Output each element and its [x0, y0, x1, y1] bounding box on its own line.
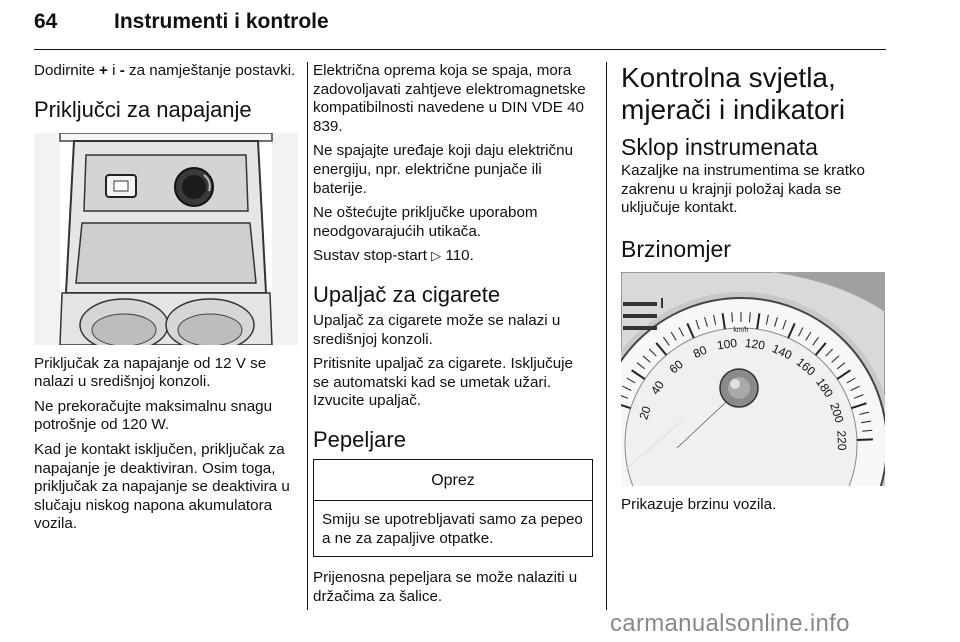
- chapter-section-heading: Kontrolna svjetla, mjerači i indikatori: [621, 62, 846, 125]
- header-divider: [34, 49, 886, 50]
- column-right: [621, 62, 887, 520]
- speed-label-60: 60: [666, 356, 686, 377]
- section-heading-speedometer: Brzinomjer: [621, 235, 731, 262]
- caution-box: [313, 459, 593, 557]
- paragraph-speed-display: Prikazuje brzinu vozila.: [621, 495, 777, 513]
- caution-text: Smiju se upotrebljavati samo za pepeo a ne za zapaljive otpatke.: [322, 510, 583, 547]
- intro-paragraph: Dodirnite + i - za namještanje postavki.: [34, 62, 296, 79]
- speed-tick: [750, 312, 751, 322]
- column-middle: [313, 62, 593, 612]
- watermark: carmanualsonline.info: [610, 610, 850, 637]
- paragraph-max-power: Ne prekoračujte maksimalnu snagu potrošnje od 120 W.: [34, 397, 273, 434]
- paragraph-deactivation: Kad je kontakt isključen, priključak za napajanje je deaktiviran. Osim toga, priključak za napajanje se deaktivira u slučaju niskog napona akumulatora vozila.: [34, 440, 290, 533]
- paragraph-needle-sweep: Kazaljke na instrumentima se kratko zakrenu u krajnji položaj kada se uključuje kontakt.: [621, 162, 865, 217]
- speed-unit-label: km/h: [733, 326, 749, 334]
- column-divider-1: [307, 62, 308, 610]
- section-heading-power-outlets: Priključci za napajanje: [34, 96, 252, 122]
- chapter-title: Instrumenti i kontrole: [114, 10, 329, 33]
- speed-label-80: 80: [691, 342, 709, 361]
- speed-label-220: 220: [834, 429, 850, 451]
- speed-tick: [857, 439, 873, 440]
- speed-label-100: 100: [716, 335, 738, 353]
- paragraph-emc-requirements: Električna oprema koja se spaja, mora zadovoljavati zahtjeve elektromagnetske kompatibilnosti navedene u DIN VDE 40 839.: [313, 62, 586, 135]
- paragraph-lighter-location: Upaljač za cigarete može se nalazi u središnjoj konzoli.: [313, 311, 561, 348]
- page-reference-icon: ▷: [431, 248, 442, 264]
- speed-label-140: 140: [770, 341, 795, 363]
- speedometer-illustration: [621, 272, 885, 486]
- speed-label-20: 20: [636, 404, 654, 422]
- paragraph-portable-ashtray: Prijenosna pepeljara se može nalaziti u držačima za šalice.: [313, 569, 578, 605]
- column-divider-2: [606, 62, 607, 610]
- page-header: [34, 10, 886, 50]
- paragraph-outlet-location: Priključak za napajanje od 12 V se nalazi u središnjoj konzoli.: [34, 354, 267, 391]
- paragraph-lighter-usage: Pritisnite upaljač za cigarete. Isključuje se automatski kad se umetak užari. Izvucite upaljač.: [313, 355, 573, 410]
- section-heading-cigarette-lighter: Upaljač za cigarete: [313, 281, 501, 307]
- speed-label-120: 120: [744, 335, 766, 353]
- speed-label-180: 180: [813, 375, 836, 400]
- speed-label-160: 160: [793, 354, 819, 379]
- section-heading-ashtrays: Pepeljare: [313, 426, 406, 452]
- page-number: 64: [34, 10, 58, 33]
- speed-label-40: 40: [647, 377, 667, 397]
- caution-title: Oprez: [314, 460, 592, 501]
- paragraph-plug-warning: Ne oštećujte priključke uporabom neodgovarajućih utikača.: [313, 204, 538, 240]
- paragraph-no-power-devices: Ne spajajte uređaje koji daju električnu energiju, npr. električne punjače ili baterije.: [313, 142, 574, 197]
- column-left: [34, 62, 302, 540]
- speed-tick: [732, 312, 733, 322]
- power-outlet-illustration: [34, 133, 298, 345]
- section-heading-instrument-cluster: Sklop instrumenata: [621, 134, 818, 160]
- paragraph-stop-start-reference: Sustav stop-start ▷ 110.: [313, 247, 474, 265]
- speed-label-200: 200: [827, 400, 847, 425]
